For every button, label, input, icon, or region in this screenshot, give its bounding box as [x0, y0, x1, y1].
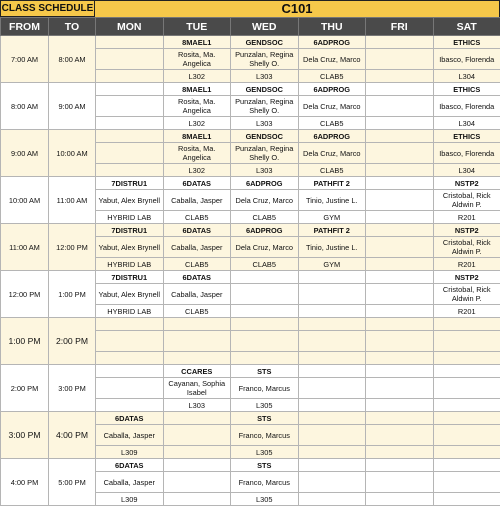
instructor-cell: Caballa, Jasper: [163, 190, 231, 211]
instructor-cell: Dela Cruz, Marco: [298, 49, 366, 70]
instructor-cell: Dela Cruz, Marco: [298, 96, 366, 117]
time-from: 3:00 PM: [1, 412, 49, 459]
room-cell: [433, 493, 500, 506]
course-code-cell: [163, 412, 231, 425]
instructor-cell: Tinio, Justine L.: [298, 237, 366, 258]
room-cell: CLAB5: [298, 164, 366, 177]
instructor-cell: Caballa, Jasper: [96, 472, 164, 493]
instructor-cell: Rosita, Ma. Angelica: [163, 49, 231, 70]
course-code-cell: 6DATAS: [163, 271, 231, 284]
col-header-fri: FRI: [366, 18, 434, 36]
col-header-wed: WED: [231, 18, 299, 36]
room-cell: [366, 117, 434, 130]
room-cell: R201: [433, 258, 500, 271]
instructor-cell: Yabut, Alex Brynell: [96, 284, 164, 305]
room-cell: [366, 211, 434, 224]
time-from: 2:00 PM: [1, 365, 49, 412]
room-cell: L304: [433, 70, 500, 83]
instructor-cell: Yabut, Alex Brynell: [96, 237, 164, 258]
course-code-cell: [366, 130, 434, 143]
schedule-row: [1, 318, 500, 331]
course-code-cell: 8MAEL1: [163, 36, 231, 49]
course-code-cell: PATHFIT 2: [298, 177, 366, 190]
schedule-row: [1, 459, 500, 472]
course-code-cell: [298, 459, 366, 472]
room-cell: L305: [231, 493, 299, 506]
course-code-cell: [433, 459, 500, 472]
course-code-cell: 7DISTRU1: [96, 177, 164, 190]
room-cell: L305: [231, 446, 299, 459]
instructor-cell: [366, 190, 434, 211]
time-to: 8:00 AM: [49, 36, 96, 83]
time-to: 11:00 AM: [49, 177, 96, 224]
course-code-cell: [366, 83, 434, 96]
room-cell: CLAB5: [298, 117, 366, 130]
instructor-cell: [366, 49, 434, 70]
instructor-cell: [298, 378, 366, 399]
instructor-cell: Caballa, Jasper: [96, 425, 164, 446]
time-to: 10:00 AM: [49, 130, 96, 177]
instructor-cell: [366, 331, 434, 352]
course-code-cell: NSTP2: [433, 177, 500, 190]
schedule-row: [1, 412, 500, 425]
col-header-tue: TUE: [163, 18, 231, 36]
room-cell: [433, 446, 500, 459]
instructor-cell: Rosita, Ma. Angelica: [163, 143, 231, 164]
time-from: 10:00 AM: [1, 177, 49, 224]
course-code-cell: 7DISTRU1: [96, 271, 164, 284]
room-cell: [366, 164, 434, 177]
course-code-cell: 8MAEL1: [163, 130, 231, 143]
instructor-cell: Franco, Marcus: [231, 472, 299, 493]
course-code-cell: 6DATAS: [163, 224, 231, 237]
class-schedule-label: CLASS SCHEDULE: [0, 0, 95, 17]
room-cell: [231, 305, 299, 318]
course-code-cell: 6ADPROG: [298, 130, 366, 143]
instructor-cell: [366, 143, 434, 164]
instructor-cell: Ibasco, Florenda: [433, 49, 500, 70]
time-to: 1:00 PM: [49, 271, 96, 318]
instructor-cell: Cristobal, Rick Aldwin P.: [433, 237, 500, 258]
time-from: 11:00 AM: [1, 224, 49, 271]
col-header-mon: MON: [96, 18, 164, 36]
room-cell: [96, 399, 164, 412]
room-cell: [298, 446, 366, 459]
room-cell: CLAB5: [298, 70, 366, 83]
instructor-cell: [298, 284, 366, 305]
room-cell: R201: [433, 211, 500, 224]
time-from: 9:00 AM: [1, 130, 49, 177]
room-cell: L304: [433, 117, 500, 130]
time-from: 4:00 PM: [1, 459, 49, 506]
course-code-cell: [433, 318, 500, 331]
instructor-cell: [366, 425, 434, 446]
header-row: [1, 18, 500, 36]
instructor-cell: Punzalan, Regina Shelly O.: [231, 49, 299, 70]
course-code-cell: [231, 318, 299, 331]
course-code-cell: STS: [231, 365, 299, 378]
course-code-cell: GENDSOC: [231, 36, 299, 49]
course-code-cell: PATHFIT 2: [298, 224, 366, 237]
course-code-cell: [433, 412, 500, 425]
course-code-cell: [366, 177, 434, 190]
room-cell: L309: [96, 446, 164, 459]
time-from: 12:00 PM: [1, 271, 49, 318]
instructor-cell: Caballa, Jasper: [163, 237, 231, 258]
instructor-cell: [433, 331, 500, 352]
course-code-cell: [96, 83, 164, 96]
room-cell: CLAB5: [163, 305, 231, 318]
room-cell: [298, 305, 366, 318]
course-code-cell: [96, 318, 164, 331]
course-code-cell: [366, 36, 434, 49]
course-code-cell: 6ADPROG: [231, 177, 299, 190]
room-cell: L309: [96, 493, 164, 506]
room-cell: HYBRID LAB: [96, 305, 164, 318]
room-cell: GYM: [298, 258, 366, 271]
col-header-from: FROM: [1, 18, 49, 36]
room-cell: [96, 352, 164, 365]
room-cell: L302: [163, 164, 231, 177]
schedule-table: [0, 17, 500, 506]
course-code-cell: 6ADPROG: [231, 224, 299, 237]
room-cell: [96, 164, 164, 177]
schedule-row: [1, 36, 500, 49]
course-code-cell: STS: [231, 459, 299, 472]
instructor-cell: Cristobal, Rick Aldwin P.: [433, 284, 500, 305]
instructor-cell: [433, 425, 500, 446]
instructor-cell: [298, 331, 366, 352]
title-bar: [0, 0, 500, 18]
course-code-cell: ETHICS: [433, 36, 500, 49]
course-code-cell: 7DISTRU1: [96, 224, 164, 237]
room-cell: [366, 446, 434, 459]
room-cell: [163, 352, 231, 365]
room-cell: HYBRID LAB: [96, 258, 164, 271]
course-code-cell: [366, 224, 434, 237]
course-code-cell: CCARES: [163, 365, 231, 378]
room-cell: [163, 446, 231, 459]
course-code-cell: [96, 130, 164, 143]
room-cell: [433, 352, 500, 365]
time-from: 7:00 AM: [1, 36, 49, 83]
room-cell: GYM: [298, 211, 366, 224]
instructor-cell: Dela Cruz, Marco: [298, 143, 366, 164]
room-cell: CLAB5: [231, 211, 299, 224]
schedule-row: [1, 83, 500, 96]
instructor-cell: [366, 378, 434, 399]
schedule-row: [1, 177, 500, 190]
course-code-cell: STS: [231, 412, 299, 425]
room-cell: [366, 70, 434, 83]
room-cell: [163, 493, 231, 506]
course-code-cell: ETHICS: [433, 83, 500, 96]
course-code-cell: [366, 365, 434, 378]
course-code-cell: GENDSOC: [231, 83, 299, 96]
course-code-cell: [298, 412, 366, 425]
instructor-cell: Dela Cruz, Marco: [231, 190, 299, 211]
instructor-cell: Punzalan, Regina Shelly O.: [231, 96, 299, 117]
course-code-cell: [298, 318, 366, 331]
instructor-cell: [163, 331, 231, 352]
room-cell: [298, 352, 366, 365]
instructor-cell: [163, 472, 231, 493]
schedule-row: [1, 130, 500, 143]
time-from: 1:00 PM: [1, 318, 49, 365]
schedule-row: [1, 271, 500, 284]
room-cell: [298, 493, 366, 506]
course-code-cell: 6ADPROG: [298, 36, 366, 49]
instructor-cell: Cayanan, Sophia Isabel: [163, 378, 231, 399]
course-code-cell: 6DATAS: [96, 459, 164, 472]
course-code-cell: [96, 365, 164, 378]
course-code-cell: NSTP2: [433, 271, 500, 284]
schedule-body: [1, 36, 500, 506]
course-code-cell: [163, 318, 231, 331]
instructor-cell: [163, 425, 231, 446]
course-code-cell: 8MAEL1: [163, 83, 231, 96]
room-cell: CLAB5: [163, 258, 231, 271]
room-cell: CLAB5: [163, 211, 231, 224]
course-code-cell: 6DATAS: [96, 412, 164, 425]
course-code-cell: [366, 271, 434, 284]
room-cell: [298, 399, 366, 412]
instructor-cell: Yabut, Alex Brynell: [96, 190, 164, 211]
room-cell: [366, 305, 434, 318]
room-cell: [96, 117, 164, 130]
course-code-cell: [231, 271, 299, 284]
room-cell: [96, 70, 164, 83]
instructor-cell: Cristobal, Rick Aldwin P.: [433, 190, 500, 211]
time-to: 9:00 AM: [49, 83, 96, 130]
course-code-cell: GENDSOC: [231, 130, 299, 143]
room-cell: R201: [433, 305, 500, 318]
instructor-cell: Ibasco, Florenda: [433, 143, 500, 164]
course-code-cell: 6DATAS: [163, 177, 231, 190]
col-header-sat: SAT: [433, 18, 500, 36]
instructor-cell: Franco, Marcus: [231, 425, 299, 446]
course-code-cell: NSTP2: [433, 224, 500, 237]
room-cell: [366, 258, 434, 271]
instructor-cell: [366, 96, 434, 117]
instructor-cell: [96, 378, 164, 399]
room-cell: [433, 399, 500, 412]
section-title: C101: [95, 0, 500, 17]
course-code-cell: [366, 459, 434, 472]
instructor-cell: [433, 378, 500, 399]
instructor-cell: Punzalan, Regina Shelly O.: [231, 143, 299, 164]
room-cell: L303: [163, 399, 231, 412]
instructor-cell: [298, 472, 366, 493]
course-code-cell: ETHICS: [433, 130, 500, 143]
time-to: 3:00 PM: [49, 365, 96, 412]
room-cell: [366, 352, 434, 365]
instructor-cell: [433, 472, 500, 493]
course-code-cell: [298, 365, 366, 378]
room-cell: L303: [231, 164, 299, 177]
instructor-cell: [96, 143, 164, 164]
course-code-cell: [366, 318, 434, 331]
room-cell: L303: [231, 70, 299, 83]
room-cell: L302: [163, 70, 231, 83]
time-to: 12:00 PM: [49, 224, 96, 271]
instructor-cell: [366, 472, 434, 493]
time-to: 4:00 PM: [49, 412, 96, 459]
schedule-row: [1, 224, 500, 237]
time-from: 8:00 AM: [1, 83, 49, 130]
instructor-cell: Dela Cruz, Marco: [231, 237, 299, 258]
instructor-cell: [366, 237, 434, 258]
time-to: 2:00 PM: [49, 318, 96, 365]
schedule-row: [1, 365, 500, 378]
instructor-cell: [298, 425, 366, 446]
instructor-cell: Franco, Marcus: [231, 378, 299, 399]
instructor-cell: [96, 49, 164, 70]
course-code-cell: [96, 36, 164, 49]
col-header-thu: THU: [298, 18, 366, 36]
room-cell: L305: [231, 399, 299, 412]
room-cell: L303: [231, 117, 299, 130]
course-code-cell: [366, 412, 434, 425]
room-cell: CLAB5: [231, 258, 299, 271]
instructor-cell: Rosita, Ma. Angelica: [163, 96, 231, 117]
instructor-cell: [96, 96, 164, 117]
instructor-cell: [96, 331, 164, 352]
course-code-cell: [433, 365, 500, 378]
time-to: 5:00 PM: [49, 459, 96, 506]
col-header-to: TO: [49, 18, 96, 36]
course-code-cell: [298, 271, 366, 284]
instructor-cell: [366, 284, 434, 305]
room-cell: [231, 352, 299, 365]
instructor-cell: Ibasco, Florenda: [433, 96, 500, 117]
room-cell: [366, 399, 434, 412]
course-code-cell: [163, 459, 231, 472]
instructor-cell: [231, 284, 299, 305]
room-cell: L302: [163, 117, 231, 130]
instructor-cell: [231, 331, 299, 352]
course-code-cell: 6ADPROG: [298, 83, 366, 96]
room-cell: L304: [433, 164, 500, 177]
instructor-cell: Tinio, Justine L.: [298, 190, 366, 211]
instructor-cell: Caballa, Jasper: [163, 284, 231, 305]
room-cell: [366, 493, 434, 506]
room-cell: HYBRID LAB: [96, 211, 164, 224]
